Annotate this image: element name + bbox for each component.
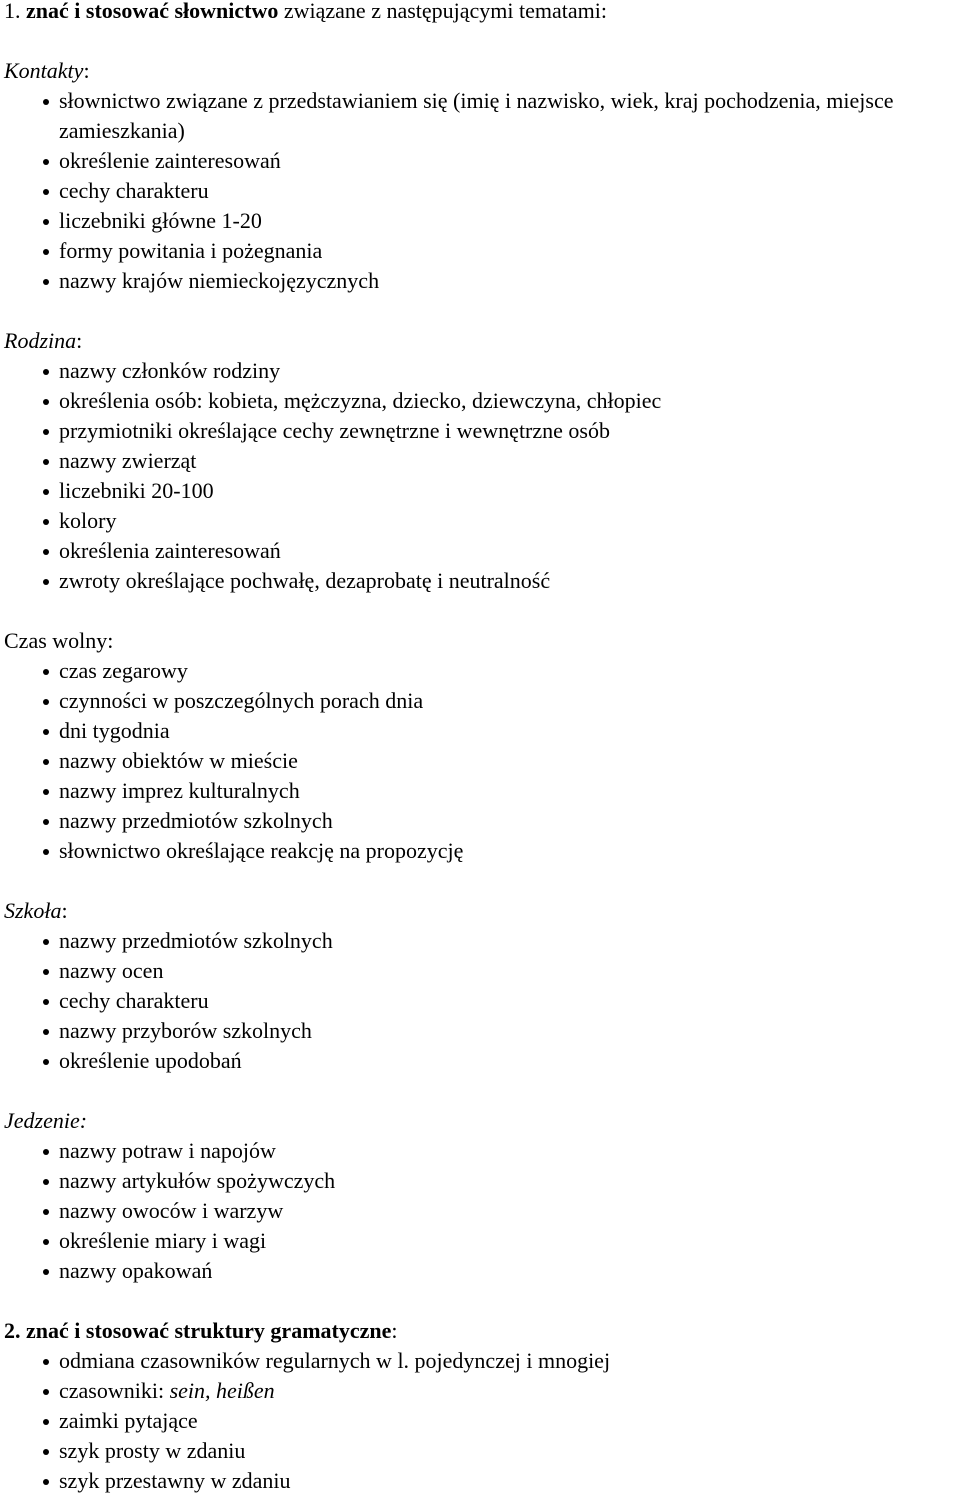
list-item-italic: sein, heißen	[169, 1378, 275, 1403]
list-czas-wolny	[4, 656, 960, 866]
list-item: słownictwo związane z przedstawianiem się (imię i nazwisko, wiek, kraj pochodzenia, miejsce zamieszkania)	[41, 86, 939, 146]
section-title-kontakty	[4, 56, 960, 86]
list-item: odmiana czasowników regularnych w l. pojedynczej i mnogiej	[41, 1346, 960, 1376]
list-item: nazwy zwierząt	[41, 446, 960, 476]
list-item: nazwy przedmiotów szkolnych	[41, 806, 960, 836]
list-item: określenia osób: kobieta, mężczyzna, dziecko, dziewczyna, chłopiec	[41, 386, 960, 416]
list-item: dni tygodnia	[41, 716, 960, 746]
section-title-rodzina	[4, 326, 960, 356]
list-item: nazwy przyborów szkolnych	[41, 1016, 960, 1046]
section-title-text: Szkoła	[4, 898, 62, 923]
list-item: szyk przestawny w zdaniu	[41, 1466, 960, 1496]
list-item: określenie miary i wagi	[41, 1226, 960, 1256]
heading-2-colon: :	[391, 1318, 398, 1343]
heading-1-rest: związane z następującymi tematami:	[278, 0, 607, 23]
list-item: określenia zainteresowań	[41, 536, 960, 566]
section-title-text: Czas wolny	[4, 628, 108, 653]
list-item: nazwy ocen	[41, 956, 960, 986]
list-rodzina	[4, 356, 960, 596]
section-title-czas-wolny	[4, 626, 960, 656]
list-item	[41, 1376, 960, 1406]
section-title-text: Rodzina	[4, 328, 77, 353]
list-item: cechy charakteru	[41, 176, 960, 206]
list-item: formy powitania i pożegnania	[41, 236, 960, 266]
section-title-text: Jedzenie	[4, 1108, 80, 1133]
list-item: czynności w poszczególnych porach dnia	[41, 686, 960, 716]
list-item: szyk prosty w zdaniu	[41, 1436, 960, 1466]
section-title-colon: :	[76, 328, 83, 353]
list-item: liczebniki główne 1-20	[41, 206, 960, 236]
section-title-text: Kontakty	[4, 58, 84, 83]
heading-1-bold: znać i stosować słownictwo	[26, 0, 279, 23]
list-item: liczebniki 20-100	[41, 476, 960, 506]
heading-2	[4, 1316, 960, 1346]
list-item: nazwy obiektów w mieście	[41, 746, 960, 776]
list-item: nazwy artykułów spożywczych	[41, 1166, 960, 1196]
list-item: nazwy owoców i warzyw	[41, 1196, 960, 1226]
section-title-colon: :	[107, 628, 114, 653]
heading-1-number: 1.	[4, 0, 21, 23]
list-item: przymiotniki określające cechy zewnętrzne i wewnętrzne osób	[41, 416, 960, 446]
list-item: nazwy krajów niemieckojęzycznych	[41, 266, 960, 296]
list-item: zwroty określające pochwałę, dezaprobatę i neutralność	[41, 566, 960, 596]
section-title-szkola	[4, 896, 960, 926]
section-title-colon: :	[79, 1108, 88, 1133]
list-item: określenie upodobań	[41, 1046, 960, 1076]
section-title-jedzenie	[4, 1106, 960, 1136]
list-jedzenie	[4, 1136, 960, 1286]
list-item: nazwy opakowań	[41, 1256, 960, 1286]
section-title-colon: :	[83, 58, 90, 83]
list-item: nazwy potraw i napojów	[41, 1136, 960, 1166]
list-item-prefix: czasowniki:	[59, 1378, 170, 1403]
heading-1	[4, 0, 960, 26]
list-item: czas zegarowy	[41, 656, 960, 686]
list-item: nazwy przedmiotów szkolnych	[41, 926, 960, 956]
list-item: kolory	[41, 506, 960, 536]
list-item: nazwy imprez kulturalnych	[41, 776, 960, 806]
list-item: nazwy członków rodziny	[41, 356, 960, 386]
list-gramatyka	[4, 1346, 960, 1496]
list-item: określenie zainteresowań	[41, 146, 960, 176]
section-title-colon: :	[61, 898, 68, 923]
list-item: cechy charakteru	[41, 986, 960, 1016]
list-kontakty	[4, 86, 960, 296]
heading-2-bold: 2. znać i stosować struktury gramatyczne	[4, 1318, 392, 1343]
list-item: słownictwo określające reakcję na propozycję	[41, 836, 960, 866]
list-szkola	[4, 926, 960, 1076]
list-item: zaimki pytające	[41, 1406, 960, 1436]
